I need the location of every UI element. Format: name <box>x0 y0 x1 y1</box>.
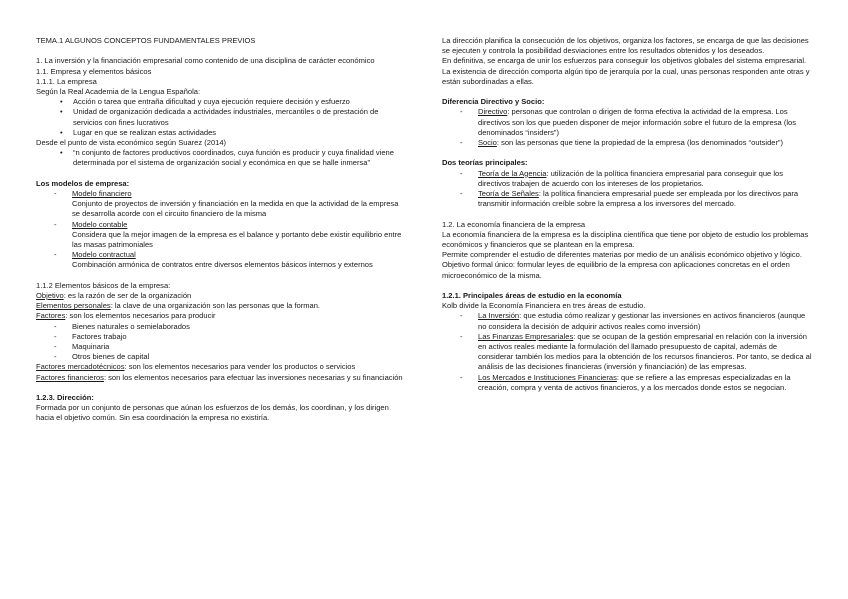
personales-line <box>36 301 408 311</box>
factores-list <box>36 322 408 363</box>
model-contractual-title <box>54 250 408 260</box>
term-label: Directivo <box>478 107 508 117</box>
term-text: : utilización de la política financiera empresarial para conseguir que los directivos trabajen de acuerdo con los intereses de los propietarios. <box>478 168 783 188</box>
term-text: : que se ocupan de la gestión empresarial en relación con la inversión en activos reales mediante la formulación del llamado presupuesto de capital, además de considerar también los medios para la obtención de los recursos financieros. Por tanto, se dedica al análisis de las decisiones financieras (inversión y financiación) de las empresas. <box>478 331 812 372</box>
list-item: - Maquinaria <box>54 342 408 352</box>
term-label: Factores mercadotécnicos <box>36 362 125 372</box>
left-column <box>36 36 408 424</box>
model-title-text: Modelo contractual <box>72 250 136 260</box>
economia-financiera-paragraph: Permite comprender el estudio de diferentes materias por medio de un análisis económico objetivo y lógico. <box>442 250 802 260</box>
diferencia-heading: Diferencia Directivo y Socio: <box>442 97 545 107</box>
financieros-line <box>36 373 408 383</box>
model-financiero-desc: Conjunto de proyectos de inversión y financiación en la medida en que la actividad de la empresa se desarrolla acorde con el circuito financiero de la misma <box>72 199 399 219</box>
term-label: Los Mercados e Instituciones Financieras <box>478 372 617 382</box>
model-contractual-desc: Combinación armónica de contratos entre diversos elementos básicos internos y externos <box>72 260 373 270</box>
term-text: : que estudia cómo realizar y gestionar las inversiones en activos financieros (aunque no considera la decisión de adquirir activos reales como inversión) <box>478 311 806 331</box>
models-list <box>36 189 408 271</box>
model-contable-desc: Considera que la mejor imagen de la empresa es el balance y portanto debe existir equilibrio entre las masas patrimoniales <box>72 229 402 250</box>
term-text: : personas que controlan o dirigen de forma efectiva la actividad de la empresa. Los directivos son los que pueden disponer de mejor información sobre el futuro de la empresa (los denominados “insiders”) <box>478 107 796 137</box>
section-1-2-1-heading: 1.2.1. Principales áreas de estudio en la economía <box>442 291 622 301</box>
term-text: : la política financiera empresarial puede ser empleada por los directivos para transmitir información creíble sobre la empresa a los inversores del mercado. <box>478 189 799 209</box>
kolb-intro: Kolb divide la Economía Financiera en tres áreas de estudio. <box>442 301 646 311</box>
model-contable-title <box>54 220 408 230</box>
term-label: Las Finanzas Empresariales <box>478 331 574 341</box>
mercadotecnicos-line <box>36 362 408 372</box>
economic-intro: Desde el punto de vista económico según Suarez (2014) <box>36 138 227 148</box>
term-label: Teoría de Señales <box>478 189 539 199</box>
section-1-heading: 1. La inversión y la financiación empresarial como contenido de una disciplina de carácter económico <box>36 56 375 66</box>
term-label: Objetivo <box>36 291 64 301</box>
list-item: - Otros bienes de capital <box>54 352 408 362</box>
section-1-2-3-heading: 1.2.3. Dirección: <box>36 393 94 403</box>
list-item <box>460 373 814 393</box>
term-text: : son los elementos necesarios para efectuar las inversiones necesarias y su financiación <box>103 372 403 382</box>
term-label: Elementos personales <box>36 301 111 311</box>
list-item <box>460 107 814 138</box>
term-label: La Inversión <box>478 311 520 321</box>
section-1-1-heading: 1.1. Empresa y elementos básicos <box>36 66 152 76</box>
section-1-2-heading: 1.2. La economía financiera de la empresa <box>442 219 586 229</box>
rae-intro: Según la Real Academia de la Lengua Española: <box>36 87 201 96</box>
direccion-paragraph: Formada por un conjunto de personas que aúnan los esfuerzos de los demás, los coordinan, y los dirigen hacia el objetivo común. Sin esa coordinación la empresa no existiría. <box>36 403 389 423</box>
term-text: : son los elementos necesarios para vender los productos o servicios <box>124 362 356 372</box>
list-item: • Unidad de organización dedicada a actividades industriales, mercantiles o de prestación de servicios con fines lucrativos <box>36 107 408 127</box>
direccion-paragraph-3: En definitiva, se encarga de unir los esfuerzos para conseguir los objetivos globales del sistema empresarial. La existencia de dirección comporta algún tipo de jerarquía por la cual, unas personas responden ante otras y están subordinadas a ellas. <box>442 56 810 86</box>
list-item: • “n conjunto de factores productivos coordinados, cuya función es producir y cuya finalidad viene determinada por el sistema de organización social y económica en que se halle inmersa” <box>36 148 408 168</box>
list-item <box>460 332 814 373</box>
factores-line <box>36 311 408 321</box>
economic-definition-list <box>36 148 408 168</box>
rae-definitions-list <box>36 97 408 138</box>
term-text: : son las personas que tiene la propiedad de la empresa (los denominados “outsider”) <box>496 138 784 148</box>
objetivo-line <box>36 291 408 301</box>
diferencia-list <box>442 107 814 148</box>
teorias-list <box>442 169 814 210</box>
term-label: Factores financieros <box>36 372 104 382</box>
term-label: Factores <box>36 311 66 321</box>
list-item: • Lugar en que se realizan estas actividades <box>36 128 408 138</box>
areas-list <box>442 311 814 393</box>
economia-financiera-paragraph: Objetivo formal único: formular leyes de equilibrio de la empresa con aplicaciones concretas en el orden microeconómico de la misma. <box>442 260 790 280</box>
term-text: : son los elementos necesarios para producir <box>65 311 216 321</box>
list-item <box>460 138 814 148</box>
list-item <box>460 169 814 189</box>
list-item: • Acción o tarea que entraña dificultad y cuya ejecución requiere decisión y esfuerzo <box>36 97 408 107</box>
term-text: : la clave de una organización son las personas que la forman. <box>110 301 321 311</box>
list-item <box>460 189 814 209</box>
list-item: - Bienes naturales o semielaborados <box>54 322 408 332</box>
term-label: Teoría de la Agencia <box>478 168 547 178</box>
model-financiero-title <box>54 189 408 199</box>
right-column <box>442 36 814 393</box>
term-text: : que se refiere a las empresas especializadas en la creación, compra y venta de activos financieros, y a los mercados donde estos se negocian. <box>478 372 791 392</box>
models-heading: Los modelos de empresa: <box>36 178 130 188</box>
list-item: - Factores trabajo <box>54 332 408 342</box>
model-title-text: Modelo financiero <box>72 189 132 199</box>
term-text: : es la razón de ser de la organización <box>63 291 192 301</box>
teorias-heading: Dos teorías principales: <box>442 158 528 168</box>
document-title: TEMA.1 ALGUNOS CONCEPTOS FUNDAMENTALES PREVIOS <box>36 36 256 45</box>
section-1-1-2-heading: 1.1.2 Elementos básicos de la empresa: <box>36 280 171 290</box>
direccion-paragraph-2: La dirección planifica la consecución de los objetivos, organiza los factores, se encarga de que las decisiones se ejecuten y controla la posibilidad desviaciones entre los resultados obtenidos y los deseados. <box>442 36 809 56</box>
model-title-text: Modelo contable <box>72 219 128 229</box>
section-1-1-1-heading: 1.1.1. La empresa <box>36 76 97 86</box>
list-item <box>460 311 814 331</box>
term-label: Socio <box>478 138 497 148</box>
economia-financiera-paragraph: La economía financiera de la empresa es la disciplina científica que tiene por objeto de estudio los problemas económicos y financieros que se plantean en la empresa. <box>442 229 809 250</box>
